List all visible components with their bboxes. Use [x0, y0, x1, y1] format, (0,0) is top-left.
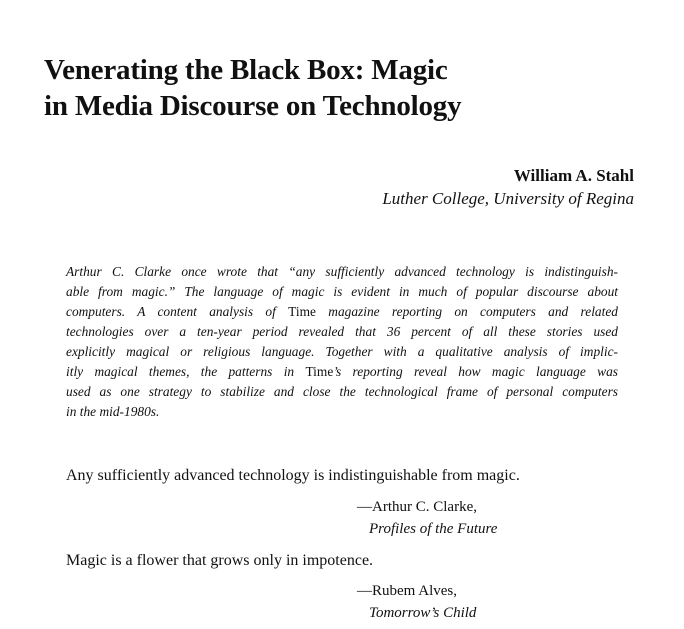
title-line-2: in Media Discourse on Technology — [44, 90, 462, 122]
title-line-1: Venerating the Black Box: Magic — [44, 54, 448, 86]
epigraph-attribution — [357, 496, 497, 540]
abstract-text: computers. A content analysis of — [66, 304, 276, 319]
author-name: William A. Stahl — [513, 166, 634, 185]
abstract-line: in the mid-1980s. — [66, 404, 160, 419]
author-block — [382, 165, 634, 211]
article-title — [44, 52, 461, 124]
abstract-text: magazine reporting on computers and related — [328, 304, 618, 319]
epigraph-attribution — [357, 580, 476, 624]
abstract-line: Arthur C. Clarke once wrote that “any sufficiently advanced technology is indistinguish- — [66, 264, 618, 279]
abstract-text: ’s reporting reveal how magic language was — [333, 364, 618, 379]
magazine-name: Time — [288, 304, 316, 319]
abstract-line: explicitly magical or religious language. Together with a qualitative analysis of implic- — [66, 344, 618, 359]
epigraph-quote: Magic is a flower that grows only in impotence. — [66, 552, 374, 569]
abstract-line — [66, 362, 618, 382]
author-affiliation: Luther College, University of Regina — [382, 189, 634, 208]
epigraph-author: —Rubem Alves, — [357, 583, 457, 599]
abstract-line: able from magic.” The language of magic is evident in much of popular discourse about — [66, 284, 618, 299]
epigraph-work: Profiles of the Future — [369, 521, 498, 537]
epigraph-author: —Arthur C. Clarke, — [357, 499, 477, 515]
epigraph-quote: Any sufficiently advanced technology is indistinguishable from magic. — [66, 467, 520, 484]
abstract-line: used as one strategy to stabilize and close the technological frame of personal computers — [66, 384, 618, 399]
abstract-line — [66, 302, 618, 322]
abstract-text: itly magical themes, the patterns in — [66, 364, 295, 379]
abstract-line: technologies over a ten-year period revealed that 36 percent of all these stories used — [66, 324, 618, 339]
epigraph-work: Tomorrow’s Child — [369, 605, 477, 621]
abstract — [66, 262, 618, 422]
magazine-name: Time — [305, 364, 334, 379]
